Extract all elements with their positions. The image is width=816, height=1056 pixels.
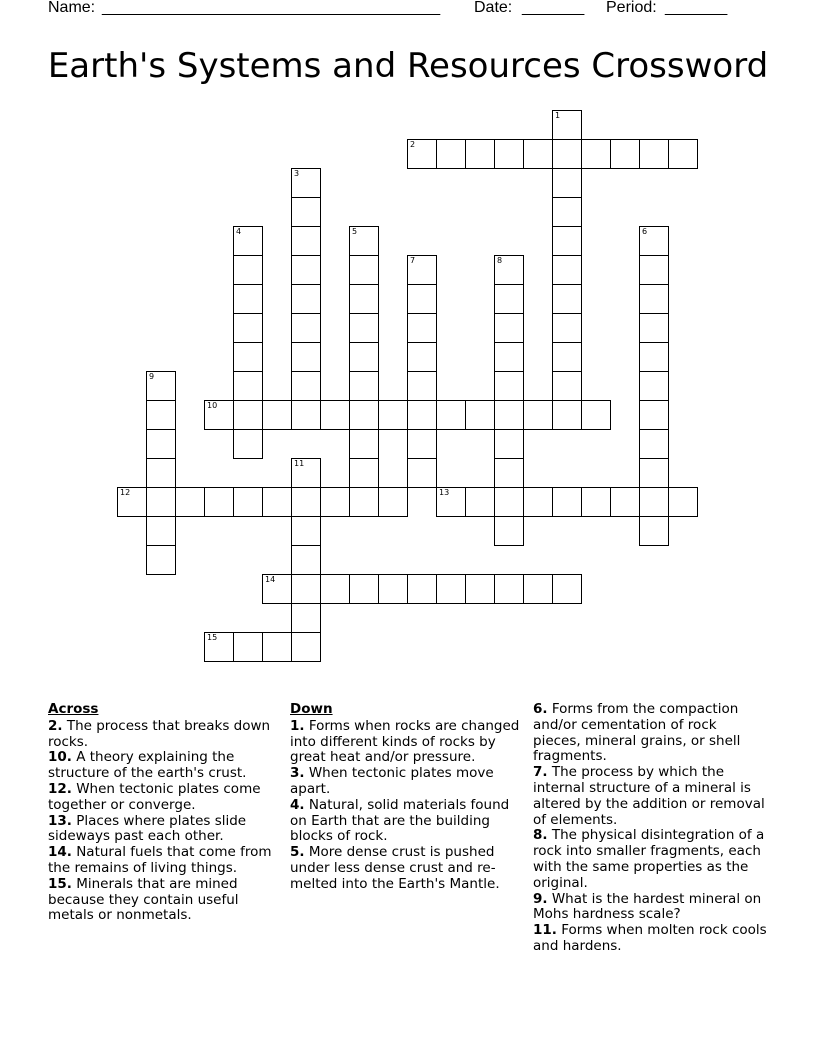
clue-number: 4. (290, 796, 305, 813)
clue-number: 12. (48, 780, 72, 797)
crossword-cell[interactable] (523, 139, 553, 169)
clue-number: 9. (533, 890, 548, 907)
down-clues-column-2 (533, 702, 767, 955)
crossword-cell[interactable] (233, 487, 263, 517)
crossword-cell[interactable] (639, 458, 669, 488)
crossword-cell[interactable] (233, 429, 263, 459)
crossword-cell[interactable] (233, 632, 263, 662)
crossword-cell[interactable] (465, 400, 495, 430)
crossword-cell[interactable] (494, 487, 524, 517)
crossword-cell[interactable] (320, 487, 350, 517)
date-blank[interactable]: _______ (522, 0, 585, 16)
clue-number: 5 (352, 227, 358, 236)
crossword-cell[interactable] (639, 139, 669, 169)
name-blank[interactable]: ______________________________________ (102, 0, 441, 16)
clue-number: 10 (207, 401, 218, 410)
crossword-cell[interactable] (639, 371, 669, 401)
crossword-cell[interactable] (494, 313, 524, 343)
crossword-cell[interactable] (639, 429, 669, 459)
crossword-cell[interactable] (639, 342, 669, 372)
crossword-cell[interactable] (146, 429, 176, 459)
clue-number: 9 (149, 372, 155, 381)
clue-number: 14. (48, 844, 72, 861)
crossword-cell[interactable] (349, 313, 379, 343)
crossword-cell[interactable] (552, 226, 582, 256)
period-label: Period: (606, 0, 657, 16)
crossword-cell[interactable] (146, 458, 176, 488)
crossword-cell[interactable] (262, 574, 292, 604)
crossword-cell[interactable] (349, 284, 379, 314)
crossword-cell[interactable] (523, 487, 553, 517)
crossword-cell[interactable] (146, 400, 176, 430)
crossword-cell[interactable] (407, 400, 437, 430)
clue-number: 15. (48, 875, 72, 892)
crossword-cell[interactable] (291, 168, 321, 198)
clue-number: 1 (555, 111, 561, 120)
crossword-cell[interactable] (407, 284, 437, 314)
crossword-cell[interactable] (349, 400, 379, 430)
crossword-cell[interactable] (639, 487, 669, 517)
down-clue (290, 845, 524, 892)
clue-number: 7. (533, 764, 548, 781)
clue-text: Forms when rocks are changed into different kinds of rocks by great heat and/or pressure. (290, 717, 520, 766)
crossword-cell[interactable] (233, 255, 263, 285)
clue-number: 6. (533, 701, 548, 717)
crossword-cell[interactable] (291, 574, 321, 604)
crossword-cell[interactable] (552, 168, 582, 198)
crossword-cell[interactable] (436, 574, 466, 604)
crossword-cell[interactable] (117, 487, 147, 517)
crossword-cell[interactable] (668, 139, 698, 169)
across-clue (48, 814, 282, 846)
across-clue (48, 719, 282, 751)
crossword-cell[interactable] (639, 516, 669, 546)
down-heading: Down (290, 701, 333, 717)
clue-text: When tectonic plates move apart. (290, 765, 494, 797)
across-clue-list (48, 719, 282, 924)
crossword-cell[interactable] (233, 400, 263, 430)
crossword-cell[interactable] (204, 487, 234, 517)
clue-text: More dense crust is pushed under less dense crust and re-melted into the Earth's Mantle. (290, 844, 500, 892)
crossword-cell[interactable] (552, 574, 582, 604)
crossword-cell[interactable] (552, 400, 582, 430)
date-label: Date: (474, 0, 513, 16)
crossword-cell[interactable] (581, 400, 611, 430)
crossword-cell[interactable] (465, 139, 495, 169)
crossword-cell[interactable] (291, 458, 321, 488)
crossword-cell[interactable] (407, 313, 437, 343)
clue-text: A theory explaining the structure of the earth's crust. (48, 749, 247, 782)
crossword-cell[interactable] (639, 400, 669, 430)
crossword-cell[interactable] (204, 400, 234, 430)
clue-number: 12 (120, 488, 131, 497)
crossword-cell[interactable] (552, 139, 582, 169)
clue-number: 15 (207, 633, 218, 642)
clue-number: 4 (236, 227, 242, 236)
clue-number: 7 (410, 256, 416, 265)
crossword-cell[interactable] (407, 574, 437, 604)
crossword-cell[interactable] (291, 545, 321, 575)
crossword-cell[interactable] (291, 603, 321, 633)
crossword-cell[interactable] (552, 197, 582, 227)
crossword-cell[interactable] (291, 255, 321, 285)
across-clues-column (48, 702, 282, 924)
crossword-cell[interactable] (407, 371, 437, 401)
crossword-cell[interactable] (436, 139, 466, 169)
crossword-cell[interactable] (320, 574, 350, 604)
down-clue (290, 798, 524, 845)
across-clue (48, 845, 282, 877)
crossword-cell[interactable] (262, 487, 292, 517)
crossword-cell[interactable] (146, 516, 176, 546)
down-clue (533, 923, 767, 955)
crossword-cell[interactable] (494, 284, 524, 314)
crossword-cell[interactable] (668, 487, 698, 517)
crossword-cell[interactable] (349, 429, 379, 459)
crossword-cell[interactable] (494, 400, 524, 430)
crossword-cell[interactable] (291, 197, 321, 227)
crossword-cell[interactable] (465, 574, 495, 604)
period-blank[interactable]: _______ (665, 0, 728, 16)
down-clues-column-1 (290, 702, 524, 893)
crossword-cell[interactable] (552, 110, 582, 140)
down-clue (533, 828, 767, 891)
crossword-cell[interactable] (581, 487, 611, 517)
clue-text: The process that breaks down rocks. (48, 717, 271, 750)
down-clue-list-2 (533, 702, 767, 955)
clue-text: The physical disintegration of a rock into smaller fragments, each with the same properties as the original. (533, 827, 765, 891)
crossword-cell[interactable] (494, 371, 524, 401)
down-clue (533, 892, 767, 924)
name-label: Name: (48, 0, 96, 16)
crossword-cell[interactable] (233, 284, 263, 314)
clue-text: Natural fuels that come from the remains of living things. (48, 844, 272, 876)
crossword-cell[interactable] (494, 139, 524, 169)
clue-text: Places where plates slide sideways past each other. (48, 812, 247, 845)
crossword-cell[interactable] (639, 313, 669, 343)
clue-number: 1. (290, 717, 305, 734)
clue-number: 11. (533, 922, 557, 939)
crossword-cell[interactable] (610, 487, 640, 517)
crossword-cell[interactable] (146, 371, 176, 401)
clue-number: 3 (294, 169, 300, 178)
crossword-cell[interactable] (233, 313, 263, 343)
crossword-cell[interactable] (233, 342, 263, 372)
crossword-cell[interactable] (407, 342, 437, 372)
crossword-cell[interactable] (523, 574, 553, 604)
crossword-cell[interactable] (378, 574, 408, 604)
crossword-cell[interactable] (465, 487, 495, 517)
clue-text: When tectonic plates come together or converge. (48, 780, 261, 813)
crossword-cell[interactable] (639, 284, 669, 314)
clue-number: 13 (439, 488, 450, 497)
crossword-cell[interactable] (262, 632, 292, 662)
down-clue (533, 702, 767, 765)
crossword-cell[interactable] (494, 429, 524, 459)
page-title: Earth's Systems and Resources Crossword (47, 46, 769, 86)
across-clue (48, 750, 282, 782)
crossword-cell[interactable] (552, 255, 582, 285)
clue-number: 5. (290, 844, 305, 861)
crossword-cell[interactable] (552, 487, 582, 517)
crossword-cell[interactable] (407, 458, 437, 488)
crossword-cell[interactable] (233, 371, 263, 401)
clue-number: 14 (265, 575, 276, 584)
crossword-cell[interactable] (639, 255, 669, 285)
crossword-cell[interactable] (146, 487, 176, 517)
crossword-cell[interactable] (436, 487, 466, 517)
crossword-cell[interactable] (552, 342, 582, 372)
crossword-cell[interactable] (349, 255, 379, 285)
down-clue (290, 766, 524, 798)
clue-number: 2. (48, 717, 63, 734)
clue-number: 11 (294, 459, 305, 468)
across-clue (48, 877, 282, 924)
crossword-cell[interactable] (494, 342, 524, 372)
clue-text: Natural, solid materials found on Earth that are the building blocks of rock. (290, 796, 510, 845)
across-heading: Across (48, 701, 99, 717)
crossword-cell[interactable] (349, 342, 379, 372)
clue-text: Minerals that are mined because they contain useful metals or nonmetals. (48, 875, 239, 924)
crossword-cell[interactable] (291, 284, 321, 314)
crossword-cell[interactable] (291, 226, 321, 256)
down-clue (533, 765, 767, 828)
crossword-cell[interactable] (523, 400, 553, 430)
clue-text: Forms when molten rock cools and hardens. (533, 922, 767, 954)
crossword-cell[interactable] (291, 313, 321, 343)
clue-number: 10. (48, 749, 72, 766)
crossword-cell[interactable] (581, 139, 611, 169)
clue-number: 8 (497, 256, 503, 265)
crossword-cell[interactable] (378, 400, 408, 430)
crossword-cell[interactable] (291, 342, 321, 372)
crossword-cell[interactable] (204, 632, 234, 662)
crossword-cell[interactable] (407, 139, 437, 169)
crossword-cell[interactable] (291, 632, 321, 662)
crossword-cell[interactable] (494, 458, 524, 488)
crossword-cell[interactable] (175, 487, 205, 517)
crossword-cell[interactable] (233, 226, 263, 256)
crossword-cell[interactable] (349, 226, 379, 256)
crossword-cell[interactable] (291, 516, 321, 546)
crossword-cell[interactable] (146, 545, 176, 575)
crossword-cell[interactable] (349, 574, 379, 604)
crossword-cell[interactable] (552, 313, 582, 343)
crossword-cell[interactable] (320, 400, 350, 430)
across-clue (48, 782, 282, 814)
crossword-cell[interactable] (494, 516, 524, 546)
clue-number: 8. (533, 827, 548, 844)
crossword-cell[interactable] (349, 371, 379, 401)
crossword-cell[interactable] (436, 400, 466, 430)
clue-number: 6 (642, 227, 648, 236)
clue-number: 2 (410, 140, 416, 149)
crossword-cell[interactable] (291, 371, 321, 401)
crossword-cell[interactable] (349, 458, 379, 488)
crossword-cell[interactable] (552, 284, 582, 314)
crossword-cell[interactable] (639, 226, 669, 256)
crossword-cell[interactable] (494, 255, 524, 285)
clue-text: What is the hardest mineral on Mohs hardness scale? (533, 890, 762, 923)
clue-number: 3. (290, 765, 305, 782)
down-clue-list-1 (290, 719, 524, 893)
crossword-cell[interactable] (349, 487, 379, 517)
crossword-cell[interactable] (378, 487, 408, 517)
clue-text: The process by which the internal structure of a mineral is altered by the addition or removal of elements. (533, 764, 765, 828)
crossword-cell[interactable] (610, 139, 640, 169)
crossword-cell[interactable] (407, 429, 437, 459)
crossword-cell[interactable] (494, 574, 524, 604)
clue-number: 13. (48, 812, 72, 829)
down-clue (290, 719, 524, 766)
clue-text: Forms from the compaction and/or cementation of rock pieces, mineral grains, or shell fragments. (533, 701, 741, 765)
crossword-cell[interactable] (552, 371, 582, 401)
crossword-cell[interactable] (291, 400, 321, 430)
crossword-cell[interactable] (407, 255, 437, 285)
crossword-cell[interactable] (291, 487, 321, 517)
crossword-cell[interactable] (262, 400, 292, 430)
